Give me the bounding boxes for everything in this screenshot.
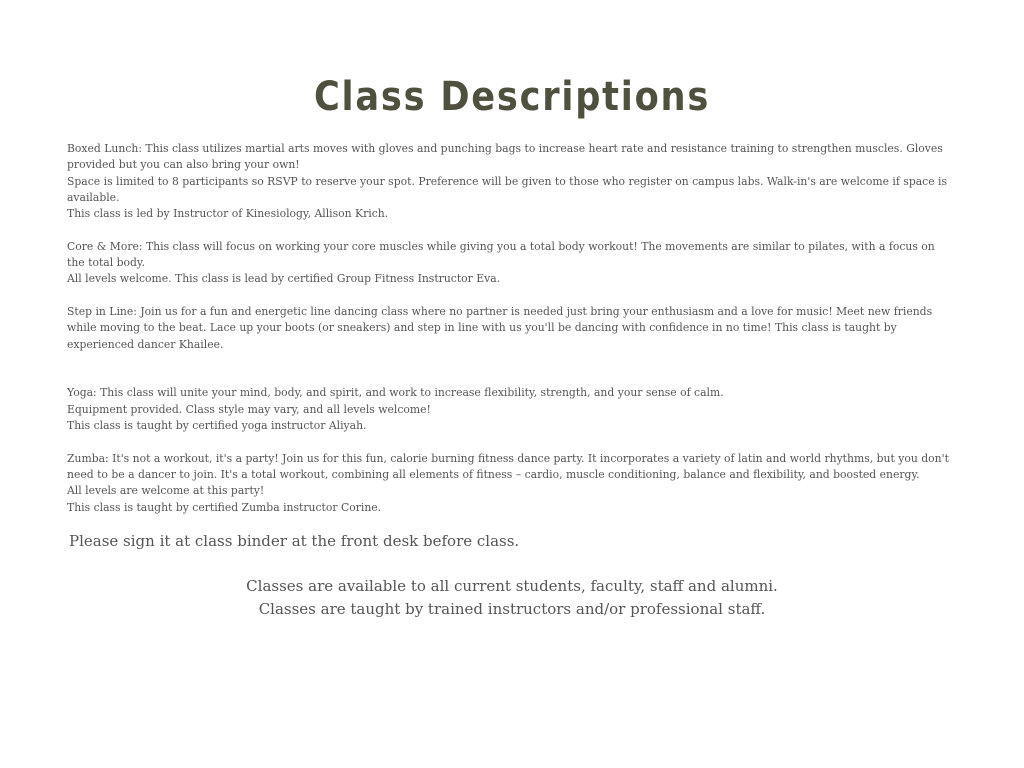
class-description-step-in-line [67, 304, 952, 353]
footer-line-instructors: Classes are taught by trained instructors and/or professional staff. [258, 600, 766, 618]
class-line: All levels welcome. This class is lead by certified Group Fitness Instructor Eva. [67, 272, 501, 286]
footer-notes [0, 575, 1024, 621]
class-line: Core & More: This class will focus on working your core muscles while giving you a total body workout! The movements are similar to pilates, with a focus on the total body. [67, 239, 935, 270]
class-line: Space is limited to 8 participants so RSVP to reserve your spot. Preference will be given to those who register on campus labs. Walk-in's are welcome if space is available. [67, 174, 948, 204]
class-line: All levels are welcome at this party! [67, 484, 265, 498]
class-description-zumba [67, 451, 952, 516]
class-descriptions-body [67, 141, 952, 532]
class-description-yoga [67, 385, 952, 434]
class-description-boxed-lunch [67, 141, 952, 222]
class-line: This class is taught by certified Zumba instructor Corine. [67, 500, 382, 514]
class-line: Equipment provided. Class style may vary, and all levels welcome! [67, 402, 431, 416]
class-line: This class is led by Instructor of Kinesiology, Allison Krich. [67, 207, 389, 221]
class-line: Yoga: This class will unite your mind, body, and spirit, and work to increase flexibility, strength, and your sense of calm. [67, 386, 724, 400]
class-line: This class is taught by certified yoga instructor Aliyah. [67, 419, 367, 433]
class-description-core-and-more [67, 239, 952, 288]
signin-note: Please sign it at class binder at the front desk before class. [69, 532, 520, 550]
class-line: Zumba: It's not a workout, it's a party! Join us for this fun, calorie burning fitness dance party. It incorporates a variety of latin and world rhythms, but you don't need to be a dancer to join. It's a total workout, combining all elements of fitness – cardio, muscle conditioning, balance and flexibility, and boosted energy. [67, 451, 949, 481]
page-title: Class Descriptions [313, 74, 711, 120]
footer-line-availability: Classes are available to all current students, faculty, staff and alumni. [246, 577, 778, 595]
class-line: Step in Line: Join us for a fun and energetic line dancing class where no partner is needed just bring your enthusiasm and a love for music! Meet new friends while moving to the beat. Lace up your boots (or sneakers) and step in line with us you'll be dancing with confidence in no time! This class is taught by experienced dancer Khailee. [67, 304, 933, 351]
class-line: Boxed Lunch: This class utilizes martial arts moves with gloves and punching bags to increase heart rate and resistance training to strengthen muscles. Gloves provided but you can also bring your own! [67, 142, 943, 172]
